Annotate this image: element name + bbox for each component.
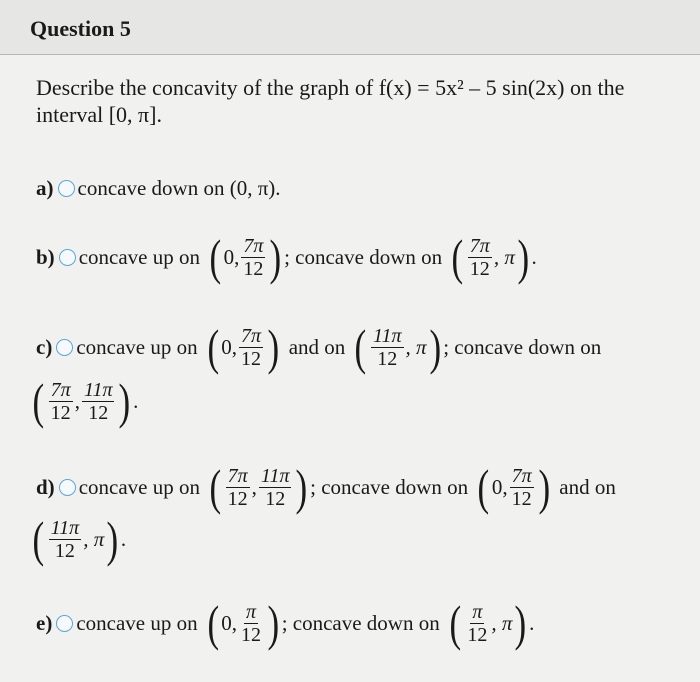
period: .	[529, 610, 535, 635]
question-prompt: Describe the concavity of the graph of f(x) = 5x² – 5 sin(2x) on the interval [0, π].	[36, 75, 625, 127]
option-e[interactable]	[36, 595, 535, 651]
paren: (	[32, 373, 45, 429]
paren: (	[207, 595, 219, 651]
option-letter: e)	[36, 610, 53, 635]
question-header	[0, 0, 700, 55]
paren: )	[514, 595, 527, 651]
option-d-continued	[30, 511, 127, 567]
radio-button-c[interactable]	[56, 339, 73, 356]
option-letter: d)	[36, 474, 55, 499]
interval-end: , π	[405, 334, 427, 359]
radio-button-a[interactable]	[58, 180, 75, 197]
fraction: $\frac{7\pi}{12}$	[469, 234, 490, 280]
option-text: concave up on	[76, 610, 198, 635]
interval-end: , π	[493, 244, 515, 269]
interval-end: , π	[491, 610, 513, 635]
interval-start: 0,	[223, 244, 240, 269]
option-text: and on	[288, 334, 346, 359]
paren: )	[267, 595, 280, 651]
option-text: ; concave down on	[443, 334, 602, 359]
period: .	[120, 526, 127, 551]
question-title: Question 5	[30, 16, 131, 41]
fraction: $\frac{\pi}{12}$	[241, 600, 262, 646]
interval-start: 0,	[491, 474, 508, 499]
paren: (	[209, 229, 222, 285]
fraction: $\frac{7\pi}{12}$	[511, 464, 532, 510]
paren: )	[267, 319, 280, 375]
radio-button-e[interactable]	[56, 615, 73, 632]
paren: )	[106, 511, 119, 567]
interval-end: , π	[83, 526, 105, 551]
option-letter: a)	[36, 176, 54, 200]
option-letter: b)	[36, 244, 55, 269]
interval-start: 0,	[221, 334, 238, 359]
option-b[interactable]	[36, 229, 537, 285]
paren: (	[354, 319, 367, 375]
comma: ,	[74, 388, 80, 413]
fraction: $\frac{11\pi}{12}$	[260, 464, 290, 510]
interval-start: 0,	[221, 610, 238, 635]
fraction: $\frac{11\pi}{12}$	[83, 378, 113, 424]
fraction: $\frac{11\pi}{12}$	[50, 516, 80, 562]
paren: (	[32, 511, 45, 567]
option-c[interactable]	[36, 319, 602, 375]
fraction: $\frac{7\pi}{12}$	[243, 234, 264, 280]
option-text: concave up on	[78, 244, 200, 269]
paren: )	[269, 229, 282, 285]
fraction: $\frac{\pi}{12}$	[467, 600, 488, 646]
paren: )	[517, 229, 530, 285]
paren: )	[118, 373, 131, 429]
option-text: ; concave down on	[310, 474, 469, 499]
paren: )	[538, 459, 550, 515]
fraction: $\frac{7\pi}{12}$	[241, 324, 262, 370]
period: .	[133, 388, 139, 413]
paren: (	[449, 595, 461, 651]
comma: ,	[251, 474, 257, 499]
fraction: $\frac{11\pi}{12}$	[372, 324, 402, 370]
radio-button-d[interactable]	[59, 479, 76, 496]
period: .	[531, 244, 537, 269]
option-c-continued	[30, 373, 139, 429]
option-text: ; concave down on	[281, 610, 440, 635]
option-letter: c)	[36, 334, 53, 359]
fraction: $\frac{7\pi}{12}$	[227, 464, 248, 510]
paren: (	[209, 459, 222, 515]
paren: )	[429, 319, 441, 375]
radio-button-b[interactable]	[59, 249, 76, 266]
paren: (	[207, 319, 219, 375]
option-text: ; concave down on	[284, 244, 443, 269]
option-a[interactable]	[36, 176, 281, 201]
fraction: $\frac{7\pi}{12}$	[50, 378, 71, 424]
paren: (	[451, 229, 464, 285]
paren: )	[295, 459, 308, 515]
option-text: concave up on	[76, 334, 198, 359]
option-text: concave up on	[78, 474, 200, 499]
paren: (	[477, 459, 490, 515]
option-d[interactable]	[36, 459, 616, 515]
option-text: concave down on (0, π).	[77, 176, 281, 200]
option-text: and on	[559, 474, 616, 499]
